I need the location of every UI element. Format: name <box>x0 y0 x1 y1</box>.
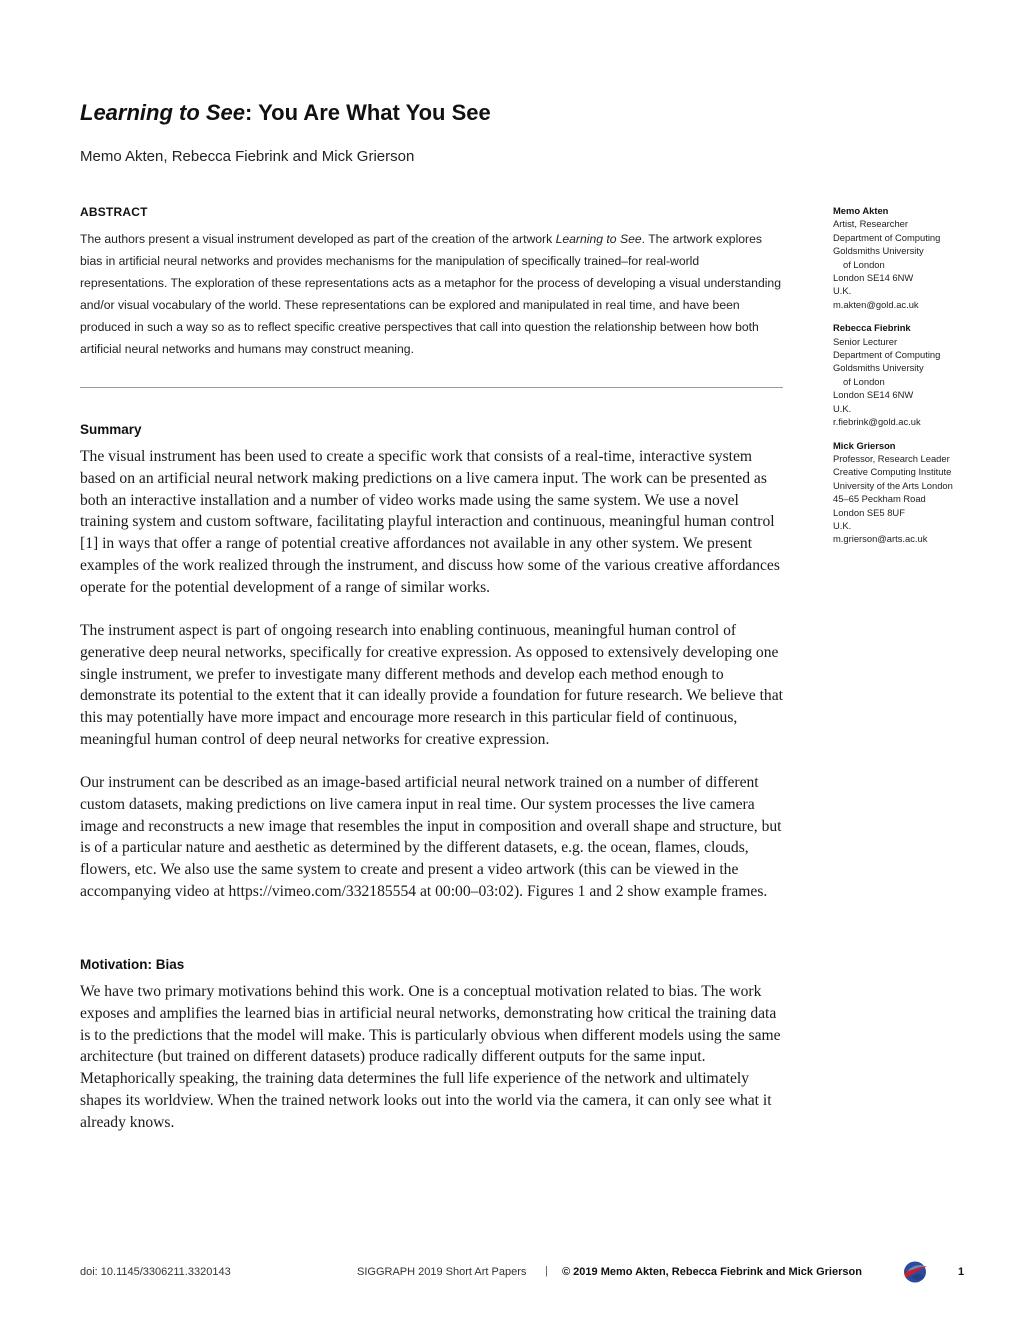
affiliation-line: of London <box>843 375 885 387</box>
affiliation-line: Creative Computing Institute <box>833 466 952 478</box>
paper-title-rest: : You Are What You See <box>245 100 491 125</box>
affiliation-line: University of the Arts London <box>833 479 953 491</box>
paper-title <box>80 100 491 126</box>
author-affiliations-sidebar <box>833 204 993 556</box>
motivation-heading: Motivation: Bias <box>80 957 185 972</box>
affiliation-line: Senior Lecturer <box>833 335 898 347</box>
affiliation-line: U.K. <box>833 285 852 297</box>
footer-separator: | <box>545 1265 548 1277</box>
affiliation-block <box>833 439 993 546</box>
affiliation-line: London SE14 6NW <box>833 272 914 284</box>
affiliation-line: Department of Computing <box>833 349 941 361</box>
affiliation-line: U.K. <box>833 519 852 531</box>
affiliation-block <box>833 204 993 311</box>
affiliation-line: London SE5 8UF <box>833 506 905 518</box>
affiliation-name: Rebecca Fiebrink <box>833 322 911 334</box>
affiliation-email[interactable]: m.grierson@arts.ac.uk <box>833 533 928 545</box>
section-divider <box>80 387 783 388</box>
affiliation-line: U.K. <box>833 402 852 414</box>
page-footer <box>0 1260 1024 1284</box>
motivation-paragraph-1: We have two primary motivations behind this work. One is a conceptual motivation related to bias. The work exposes and amplifies the learned bias in artificial neural networks, demonstrating how critical the training data is to the predictions that the model will make. This is particularly obvious when different models using the same architecture (but trained on different datasets) produce radically different outputs for the same input. Metaphorically speaking, the training data determines the full life experience of the network and ultimately shapes its worldview. When the trained network looks out into the world via the camera, it can only see what it already knows. <box>80 983 781 1131</box>
footer-doi[interactable]: doi: 10.1145/3306211.3320143 <box>80 1266 231 1278</box>
affiliation-name: Memo Akten <box>833 205 889 216</box>
affiliation-line: Department of Computing <box>833 231 941 243</box>
affiliation-line: 45–65 Peckham Road <box>833 493 926 505</box>
siggraph-logo-icon <box>902 1260 928 1284</box>
abstract-artwork-title: Learning to See <box>555 232 642 246</box>
abstract-text-end: . The artwork explores bias in artificial neural networks and provides mechanisms for the manipulation of specifically trained–for real-world representations. The exploration of these representations acts as a metaphor for the process of developing a visual understanding and/or visual vocabulary of the world. These representations can be explored and manipulated in real time, and have been produced in such a way so as to reflect specific creative perspectives that call into question the relationship between how both artificial neural networks and humans may construct meaning. <box>80 232 781 356</box>
affiliation-line: London SE14 6NW <box>833 389 914 401</box>
affiliation-line: Artist, Researcher <box>833 218 909 230</box>
footer-copyright: © 2019 Memo Akten, Rebecca Fiebrink and Mick Grierson <box>562 1266 862 1278</box>
affiliation-line: Professor, Research Leader <box>833 452 950 464</box>
paper-title-italic: Learning to See <box>80 100 246 125</box>
page-number: 1 <box>958 1266 965 1278</box>
summary-paragraph-1: The visual instrument has been used to create a specific work that consists of a real-time, interactive system based on an artificial neural network making predictions on a live camera input. The work can be presented as both an interactive installation and a number of video works made using the same system. We use a novel training system and custom software, facilitating playful interaction and continuous, meaningful human control [1] in ways that offer a range of potential creative affordances not available in any other system. We present examples of the work realized through the instrument, and discuss how some of the various creative affordances operate for the potential development of a range of similar works. <box>80 448 780 596</box>
affiliation-name: Mick Grierson <box>833 439 896 451</box>
affiliation-email[interactable]: m.akten@gold.ac.uk <box>833 298 919 310</box>
abstract-body <box>80 228 785 360</box>
affiliation-block <box>833 321 993 428</box>
abstract-text-start: The authors present a visual instrument developed as part of the creation of the artwork <box>80 232 556 246</box>
footer-venue: SIGGRAPH 2019 Short Art Papers <box>357 1266 527 1278</box>
affiliation-email[interactable]: r.fiebrink@gold.ac.uk <box>833 416 921 428</box>
affiliation-line: Goldsmiths University <box>833 362 924 374</box>
summary-paragraph-3: Our instrument can be described as an image-based artificial neural network trained on a number of different custom datasets, making predictions on live camera input in real time. Our system processes the live camera image and reconstructs a new image that resembles the input in composition and overall shape and structure, but is of a particular nature and aesthetic as determined by the different datasets, e.g. the ocean, flames, clouds, flowers, etc. We also use the same system to create and present a video artwork (this can be viewed in the accompanying video at https://vimeo.com/332185554 at 00:00–03:02). Figures 1 and 2 show example frames. <box>80 774 782 900</box>
summary-paragraph-2: The instrument aspect is part of ongoing research into enabling continuous, meaningful human control of generative deep neural networks, specifically for creative expression. As opposed to extensively developing one single instrument, we prefer to investigate many different methods and develop each method enough to demonstrate its potential to the extent that it can ideally provide a foundation for future research. We believe that this may potentially have more impact and encourage more research in this particular field of continuous, meaningful human control of deep neural networks for creative expression. <box>80 622 783 748</box>
summary-heading: Summary <box>80 422 142 437</box>
affiliation-line: Goldsmiths University <box>833 245 924 257</box>
affiliation-line: of London <box>843 258 885 270</box>
abstract-heading: ABSTRACT <box>80 205 148 219</box>
paper-authors: Memo Akten, Rebecca Fiebrink and Mick Grierson <box>80 148 415 165</box>
